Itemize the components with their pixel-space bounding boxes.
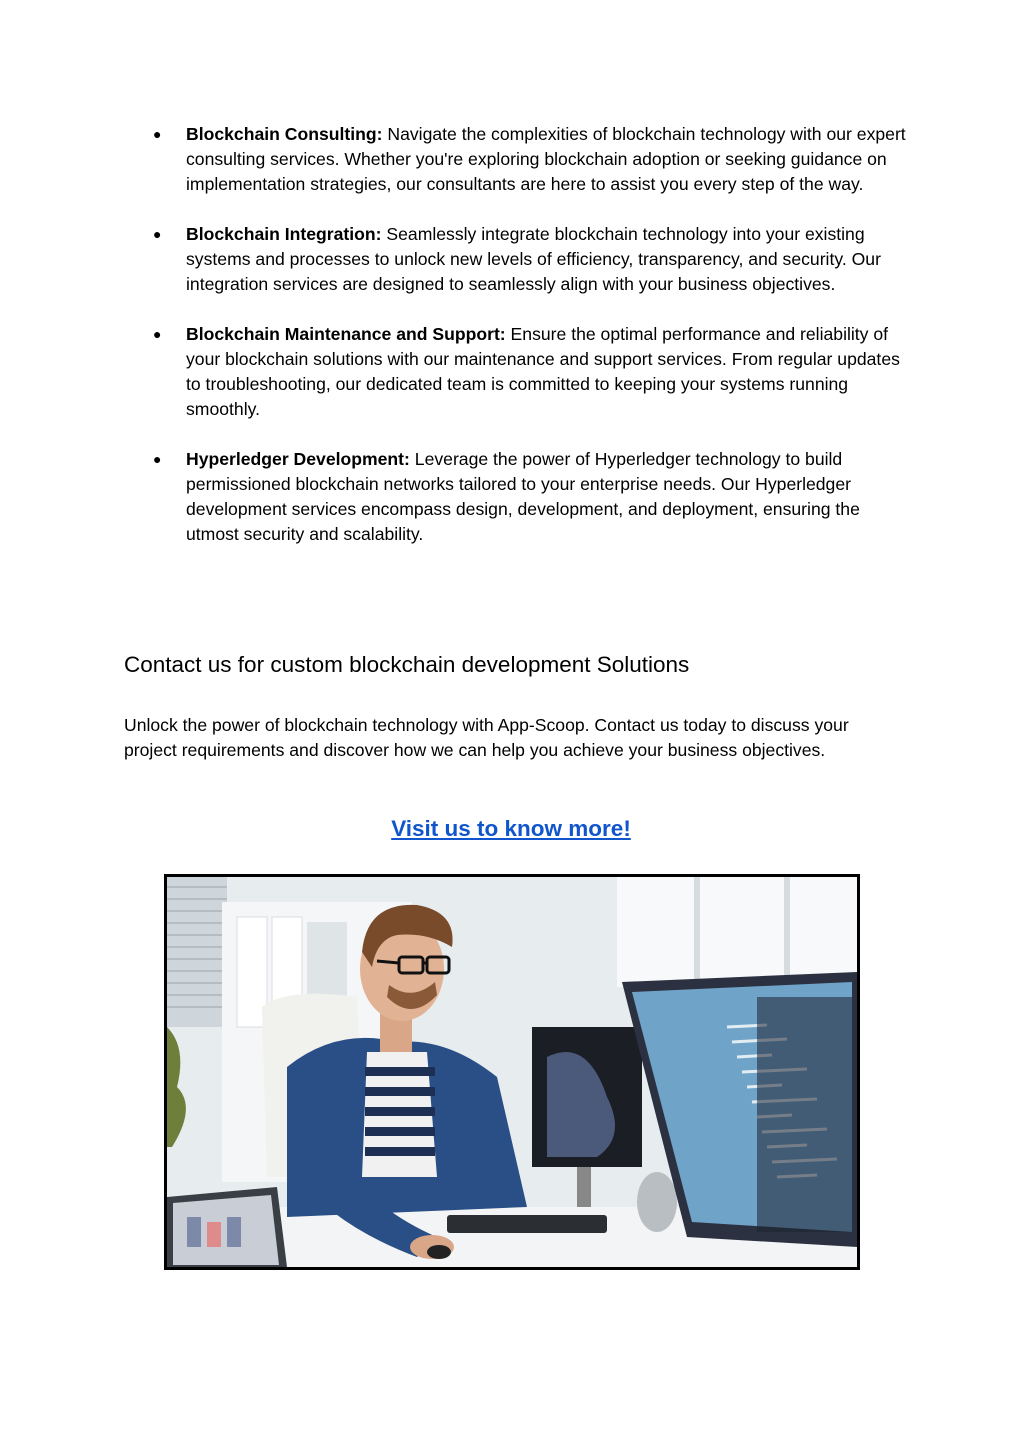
list-item xyxy=(0,447,1024,547)
service-description: Ensure the optimal performance and reliability of your blockchain solutions with our maintenance and support services. From regular updates to troubleshooting, our dedicated team is committed to keeping your systems running smoothly. xyxy=(186,324,900,419)
list-item xyxy=(0,322,1024,422)
bullet-icon: ● xyxy=(153,126,162,142)
developer-photo xyxy=(164,874,860,1270)
services-list xyxy=(0,122,1024,572)
visit-us-link[interactable]: Visit us to know more! xyxy=(391,816,631,841)
service-term: Blockchain Integration: xyxy=(186,224,382,244)
service-description: Seamlessly integrate blockchain technology into your existing systems and processes to unlock new levels of efficiency, transparency, and security. Our integration services are designed to seamlessly align with your business objectives. xyxy=(186,224,881,294)
list-item xyxy=(0,222,1024,297)
contact-paragraph: Unlock the power of blockchain technology with App-Scoop. Contact us today to discuss your project requirements and discover how we can help you achieve your business objectives. xyxy=(124,715,849,760)
service-term: Blockchain Consulting: xyxy=(186,124,383,144)
bullet-icon: ● xyxy=(153,451,162,467)
cta-container xyxy=(0,813,1022,845)
service-term: Blockchain Maintenance and Support: xyxy=(186,324,506,344)
service-description: Navigate the complexities of blockchain technology with our expert consulting services. Whether you're exploring blockchain adoption or seeking guidance on implementation strategies, our consultants are here to assist you every step of the way. xyxy=(186,124,906,194)
developer-at-desk-illustration xyxy=(167,877,857,1267)
service-description: Leverage the power of Hyperledger technology to build permissioned blockchain networks tailored to your enterprise needs. Our Hyperledger development services encompass design, development, and deployment, ensuring the utmost security and scalability. xyxy=(186,449,860,544)
bullet-icon: ● xyxy=(153,326,162,342)
contact-heading: Contact us for custom blockchain development Solutions xyxy=(124,652,690,677)
bullet-icon: ● xyxy=(153,226,162,242)
list-item xyxy=(0,122,1024,197)
service-term: Hyperledger Development: xyxy=(186,449,410,469)
